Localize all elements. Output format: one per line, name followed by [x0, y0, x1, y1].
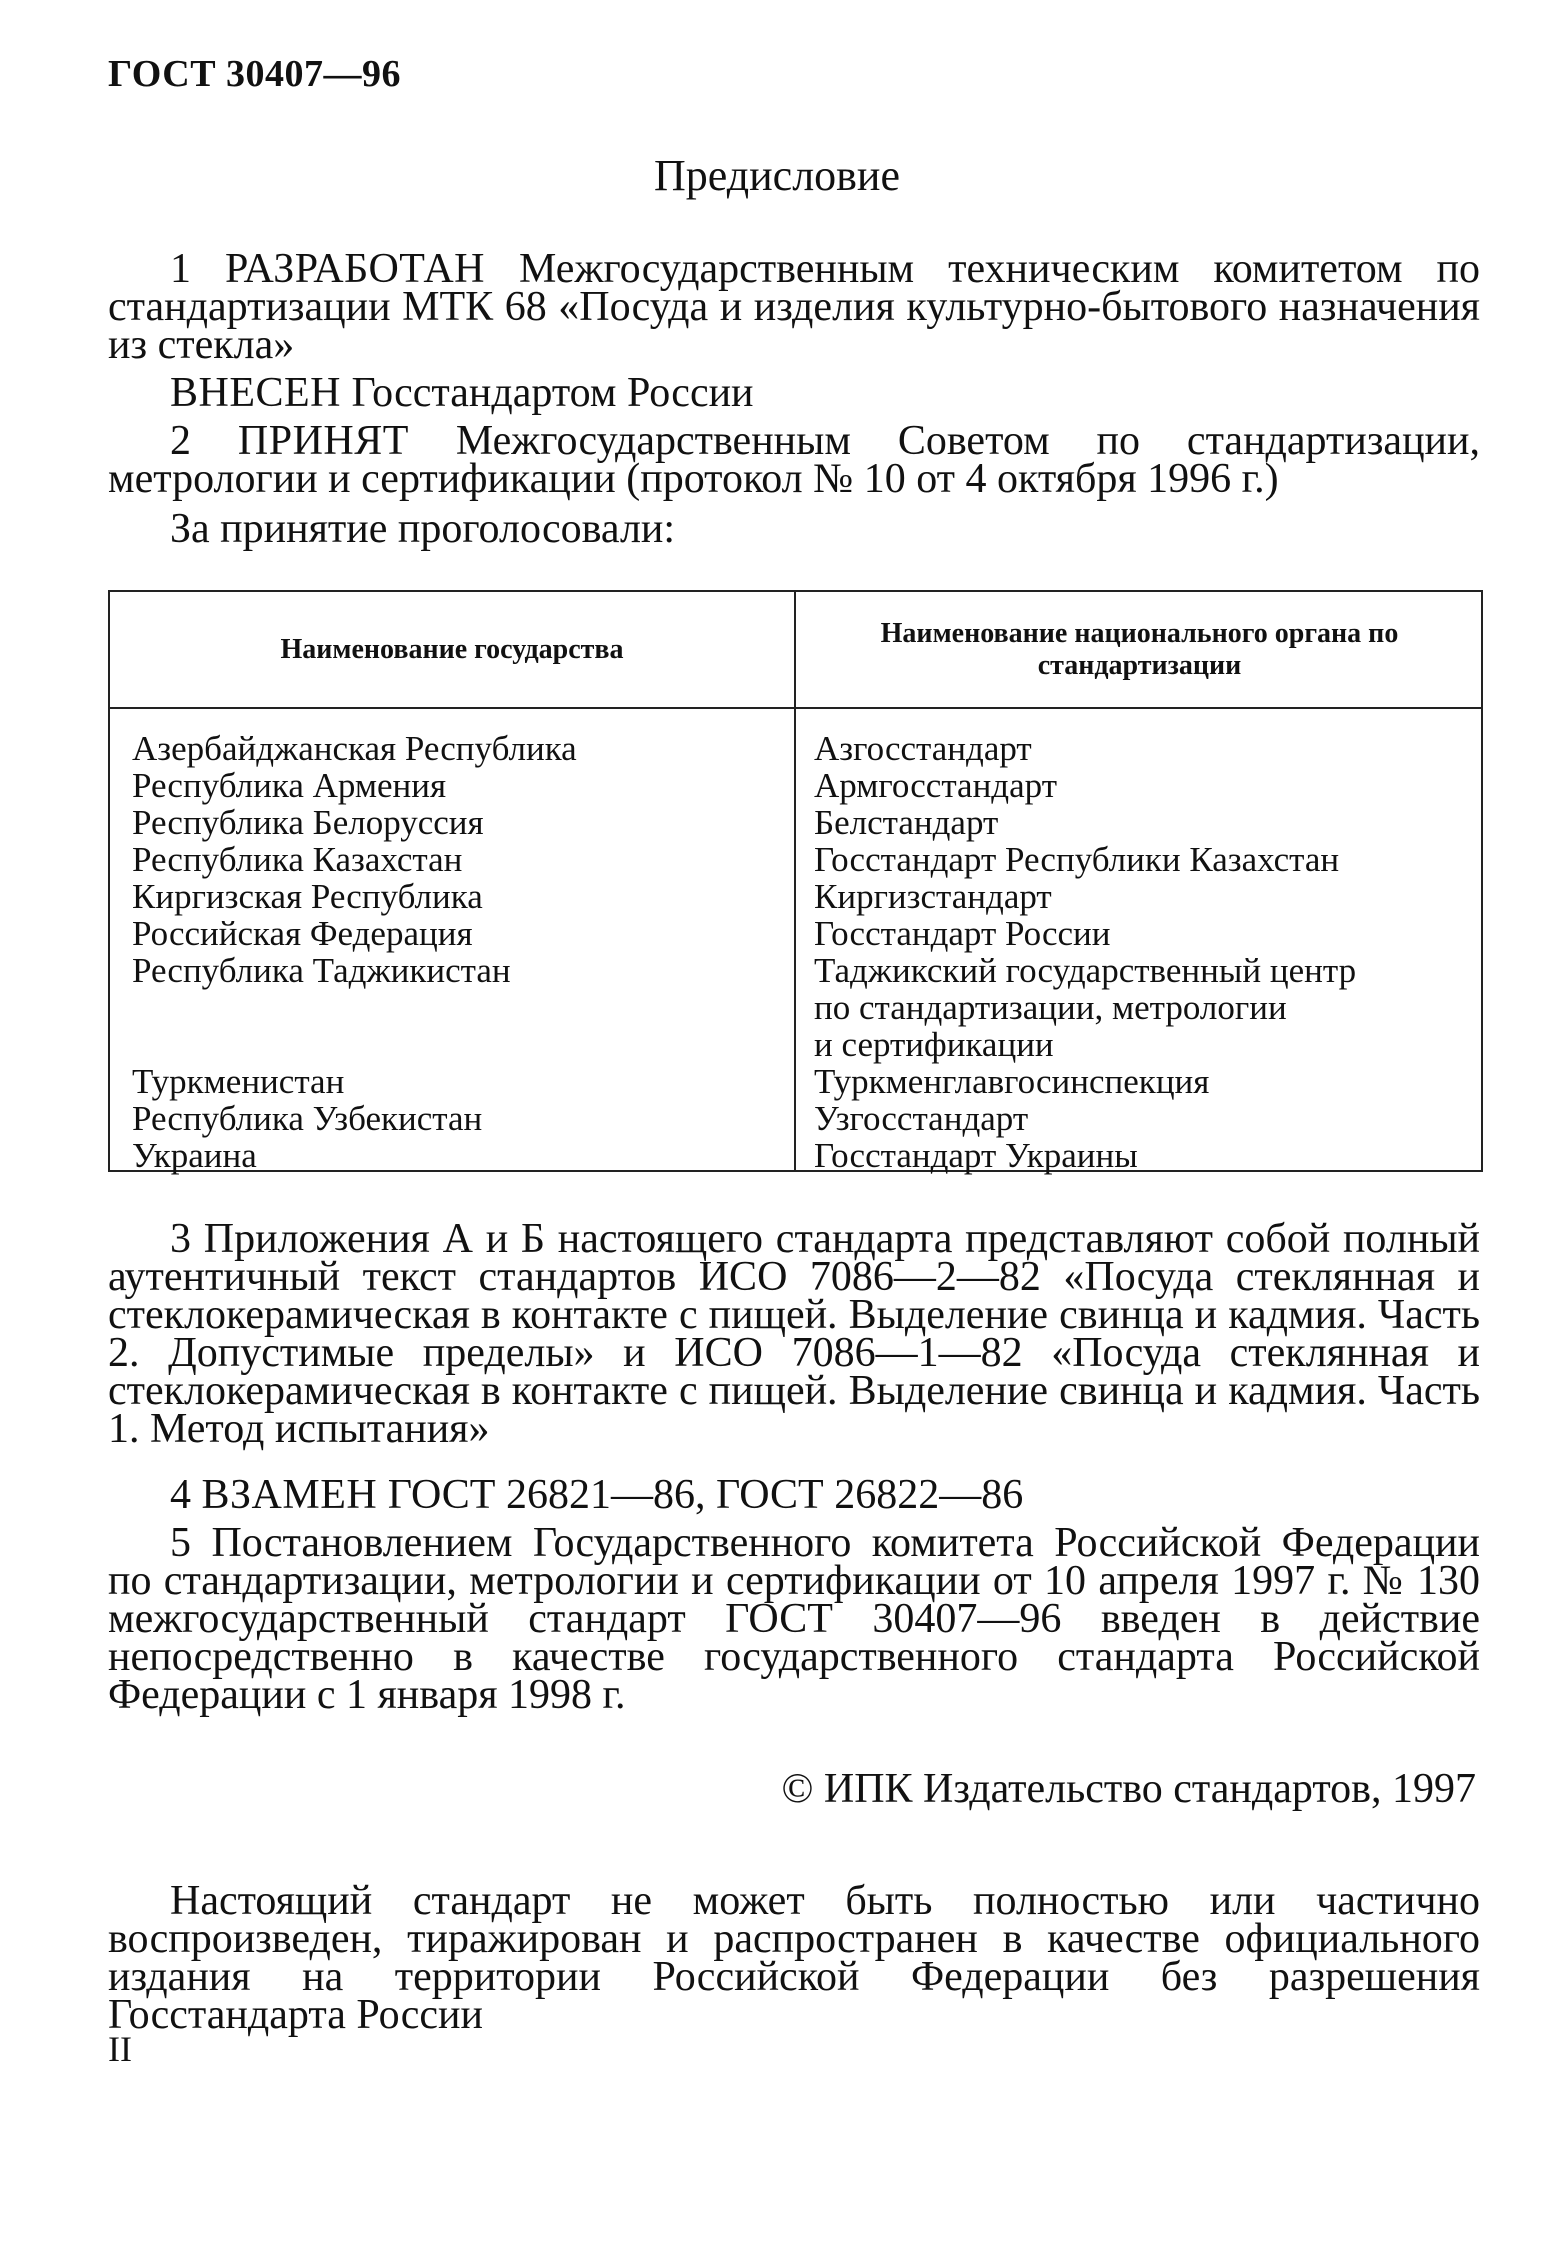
table-header-agency-text: Наименование национального органа по стандартизации	[880, 617, 1399, 681]
reproduction-notice	[108, 1878, 1480, 2038]
table-cell-agency: и сертификации	[814, 1025, 1054, 1064]
table-cell-agency: Туркменглавгосинспекция	[814, 1062, 1210, 1101]
paragraph-4-text: ГОСТ 26821—86, ГОСТ 26822—86	[377, 1472, 1024, 1518]
paragraph-5-number: 5	[170, 1520, 191, 1566]
vote-intro-text: За принятие проголосовали:	[170, 506, 676, 552]
paragraph-3-number: 3	[170, 1216, 191, 1262]
table-cell-agency: Киргизстандарт	[814, 877, 1052, 916]
paragraph-5	[108, 1520, 1481, 1718]
table-cell-state: Украина	[132, 1136, 257, 1175]
table-cell-state: Российская Федерация	[132, 914, 473, 953]
paragraph-4-number: 4	[170, 1472, 191, 1518]
paragraph-1-keyword: РАЗРАБОТАН	[225, 246, 486, 292]
paragraph-1-number: 1	[170, 246, 191, 292]
paragraph-3-text: Приложения А и Б настоящего стандарта представляют собой полный аутентичный текст стандартов ИСО 7086—2—82 «Посуда стеклянная и стеклокерамическая в контакте с пищей. Выделение свинца и кадмия. Часть 2. Допустимые пределы» и ИСО 7086—1—82 «Посуда стеклянная и стеклокерамическая в контакте с пищей. Выделение свинца и кадмия. Часть 1. Метод испытания»	[108, 1216, 1481, 1452]
vote-intro	[108, 506, 1480, 552]
vnesen-keyword: ВНЕСЕН	[170, 370, 341, 416]
table-cell-state: Республика Таджикистан	[132, 951, 511, 990]
voting-table	[108, 590, 1483, 1175]
vnesen-text: Госстандартом России	[341, 370, 754, 416]
table-cell-state: Республика Казахстан	[132, 840, 463, 879]
table-cell-state: Туркменистан	[132, 1062, 345, 1101]
paragraph-1	[108, 246, 1480, 368]
paragraph-2-text: Межгосударственным Советом по стандартизации, метрологии и сертификации (протокол № 10 от 4 октября 1996 г.)	[108, 418, 1481, 502]
table-cell-state: Республика Армения	[132, 766, 447, 805]
table-cell-state: Киргизская Республика	[132, 877, 483, 916]
table-cell-state: Азербайджанская Республика	[132, 729, 577, 768]
table-cell-state: Республика Белоруссия	[132, 803, 484, 842]
reproduction-notice-text: Настоящий стандарт не может быть полностью или частично воспроизведен, тиражирован и распространен в качестве официального издания на территории Российской Федерации без разрешения Госстандарта России	[108, 1878, 1480, 2038]
table-cell-agency: Госстандарт России	[814, 914, 1111, 953]
table-header-agency	[796, 592, 1483, 707]
copyright: © ИПК Издательство стандартов, 1997	[781, 1766, 1476, 1812]
table-cell-agency: по стандартизации, метрологии	[814, 988, 1287, 1027]
paragraph-2-number: 2	[170, 418, 191, 464]
table-cell-agency: Узгосстандарт	[814, 1099, 1029, 1138]
paragraph-1-text: Межгосударственным техническим комитетом по стандартизации МТК 68 «Посуда и изделия культурно-бытового назначения из стекла»	[108, 246, 1480, 368]
table-cell-agency: Азгосстандарт	[814, 729, 1032, 768]
paragraph-5-text: Постановлением Государственного комитета Российской Федерации по стандартизации, метрологии и сертификации от 10 апреля 1997 г. № 130 межгосударственный стандарт ГОСТ 30407—96 введен в действие непосредственно в качестве государственного стандарта Российской Федерации с 1 января 1998 г.	[108, 1520, 1481, 1718]
table-header-divider	[110, 707, 1481, 709]
paragraph-4-keyword: ВЗАМЕН	[201, 1472, 378, 1518]
paragraph-2-keyword: ПРИНЯТ	[237, 418, 409, 464]
paragraph-3	[108, 1216, 1481, 1452]
table-cell-state: Республика Узбекистан	[132, 1099, 483, 1138]
table-cell-agency: Госстандарт Республики Казахстан	[814, 840, 1340, 879]
table-cell-agency: Госстандарт Украины	[814, 1136, 1138, 1175]
table-cell-agency: Армгосстандарт	[814, 766, 1057, 805]
document-code: ГОСТ 30407—96	[108, 53, 402, 95]
table-header-state: Наименование государства	[280, 633, 624, 665]
table-cell-agency: Белстандарт	[814, 803, 999, 842]
paragraph-vnesen	[108, 370, 1480, 416]
page-number: II	[108, 2029, 132, 2069]
paragraph-4	[108, 1472, 1480, 1518]
paragraph-2	[108, 418, 1481, 502]
preface-title: Предисловие	[654, 151, 900, 200]
table-cell-agency: Таджикский государственный центр	[814, 951, 1357, 990]
